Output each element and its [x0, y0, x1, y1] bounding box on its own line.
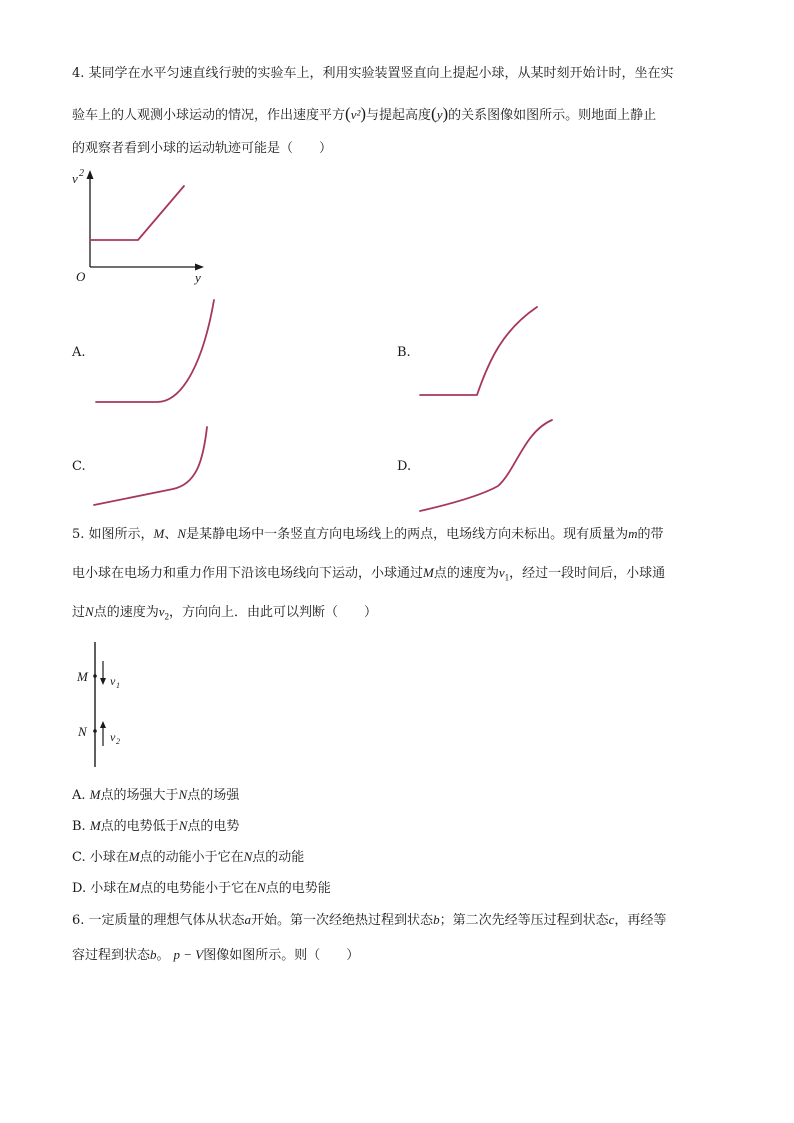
- q5-v1-symbol: v: [498, 565, 505, 580]
- q5-text-3b: 点的速度为: [93, 605, 159, 620]
- q5-option-a-var1: M: [89, 787, 101, 802]
- q5-option-a-mid: 点的场强大于: [100, 788, 179, 803]
- q6-state-b: b: [433, 912, 440, 927]
- q6-text-1d: ，再经等: [614, 913, 667, 928]
- q5-point-m: [93, 674, 97, 678]
- q4-y-symbol: y: [436, 107, 443, 122]
- q4-option-a-label[interactable]: A.: [72, 345, 86, 360]
- q5-option-d-post: 点的电势能: [265, 881, 331, 896]
- q6-text-1a: 6. 一定质量的理想气体从状态: [72, 913, 245, 928]
- q5-v1-arrowhead: [100, 678, 106, 685]
- q6-state-a: a: [244, 912, 252, 927]
- q5-option-d-var1: M: [129, 880, 141, 895]
- q5-option-d-var2: N: [257, 880, 266, 895]
- q5-text-3a: 过: [72, 605, 86, 620]
- q5-v1-sub: 1: [504, 572, 510, 583]
- q5-v2-arrowhead: [100, 721, 106, 728]
- q5-v2-label: v: [110, 730, 116, 744]
- q4-v2-math: (v²): [345, 104, 367, 123]
- q5-text-1b: 、: [164, 527, 178, 542]
- q5-option-c-post: 点的动能: [252, 850, 305, 865]
- q6-text-2c: 图像如图所示。则（ ）: [203, 948, 360, 963]
- q5-option-b-pre: B.: [72, 819, 90, 834]
- q4-graph-origin-label: O: [76, 269, 86, 284]
- q5-option-a-var2: N: [178, 787, 188, 802]
- q5-text-2b: 点的速度为: [433, 566, 499, 581]
- q5-v1-label-sub: 1: [116, 681, 120, 690]
- q6-text-1b: 开始。第一次经绝热过程到状态: [251, 913, 434, 928]
- q5-option-b-mid: 点的电势低于: [100, 819, 179, 834]
- q5-option-d-pre: D. 小球在: [72, 881, 130, 896]
- q6-pv-symbol: p − V: [173, 947, 204, 962]
- q5-text-1c: 是某静电场中一条竖直方向电场线上的两点，电场线方向未标出。现有质量为: [186, 527, 629, 542]
- q5-text-1d: 的带: [637, 527, 664, 542]
- q4-option-c-label[interactable]: C.: [72, 459, 86, 474]
- q5-point-n: [93, 729, 97, 733]
- q5-v2-label-sub: 2: [116, 737, 120, 746]
- q5-text-2c: ，经过一段时间后，小球通: [509, 566, 666, 581]
- q5-text-2a: 电小球在电场力和重力作用下沿该电场线向下运动，小球通过: [72, 566, 424, 581]
- q5-mass-symbol: m: [628, 526, 638, 541]
- q4-text-a: 验车上的人观测小球运动的情况，作出速度平方: [72, 108, 346, 123]
- q4-line-3: 的观察者看到小球的运动轨迹可能是（ ）: [72, 141, 333, 156]
- q5-option-c[interactable]: [72, 849, 304, 866]
- q5-m-symbol: M: [153, 526, 165, 541]
- q5-n-symbol-2: N: [85, 604, 94, 619]
- q6-text-2b: 。: [156, 948, 170, 963]
- q5-m-label: M: [77, 669, 88, 684]
- q5-n-label: N: [78, 724, 87, 739]
- q5-v2-sub: 2: [164, 611, 169, 622]
- q6-line-1: [72, 912, 666, 929]
- q4-graph-y-label: v: [72, 171, 78, 186]
- q4-option-b-label[interactable]: B.: [397, 345, 411, 360]
- q5-option-b-var1: M: [89, 818, 101, 833]
- q5-v2-symbol: v: [158, 604, 165, 619]
- q4-graph-x-label: y: [195, 270, 201, 285]
- q4-text-c: 的关系图像如图所示。则地面上静止: [448, 108, 657, 123]
- q5-option-a-post: 点的场强: [187, 788, 240, 803]
- q5-v1-label: v: [110, 674, 116, 688]
- q6-line-2: [72, 947, 359, 964]
- q5-text-1a: 5. 如图所示，: [72, 527, 154, 542]
- q6-text-2a: 容过程到状态: [72, 948, 151, 963]
- q5-option-c-mid: 点的动能小于它在: [139, 850, 244, 865]
- q6-state-b-2: b: [150, 947, 157, 962]
- q5-option-d[interactable]: [72, 880, 331, 897]
- q4-line-1: 4. 某同学在水平匀速直线行驶的实验车上，利用实验装置竖直向上提起小球，从某时刻开始计时，坐在实: [72, 66, 674, 81]
- q5-n-symbol: N: [177, 526, 187, 541]
- q5-option-c-var2: N: [243, 849, 253, 864]
- q4-v2-symbol: v²: [350, 107, 361, 122]
- q5-option-a[interactable]: [72, 787, 239, 804]
- q4-graph-y-label-sup: 2: [79, 168, 84, 179]
- q5-option-b[interactable]: [72, 818, 239, 835]
- q5-text-3c: ，方向向上．由此可以判断（ ）: [168, 605, 377, 620]
- q5-option-b-post: 点的电势: [187, 819, 240, 834]
- q4-y-math: (y): [431, 104, 449, 123]
- q4-text-b: 与提起高度: [366, 108, 432, 123]
- q6-text-1c: ；第二次先经等压过程到状态: [439, 913, 609, 928]
- q4-option-d-label[interactable]: D.: [397, 459, 412, 474]
- q5-option-b-var2: N: [178, 818, 188, 833]
- q5-option-c-pre: C. 小球在: [72, 850, 129, 865]
- q5-m-symbol-2: M: [423, 565, 434, 580]
- q6-state-c: c: [608, 912, 615, 927]
- q5-option-d-mid: 点的电势能小于它在: [140, 881, 258, 896]
- q5-option-c-var1: M: [128, 849, 140, 864]
- q5-option-a-pre: A.: [72, 788, 90, 803]
